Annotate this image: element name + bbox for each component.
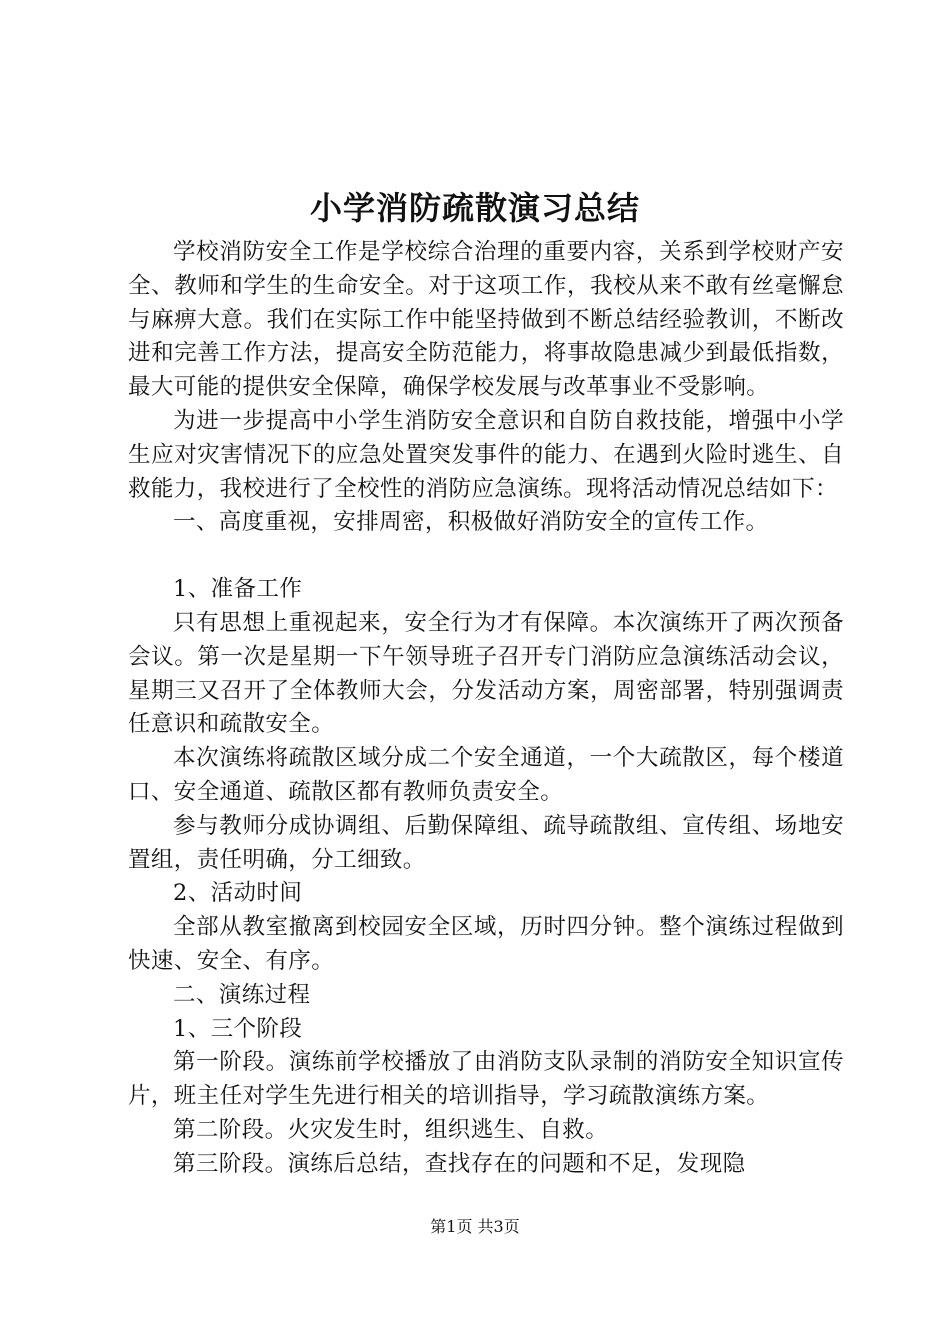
subheading-time: 2、活动时间 [173,880,303,907]
page-number-footer: 第1页 共3页 [430,1217,520,1236]
paragraph-preparation: 只有思想上重视起来，安全行为才有保障。本次演练开了两次预备会议。第一次是星期一下午领导班子召开专门消防应急演练活动会议，星期三又召开了全体教师大会，分发活动方案，周密部署，特别强调责任意识和疏散安全。 [128,609,844,738]
paragraph-intro: 学校消防安全工作是学校综合治理的重要内容，关系到学校财产安全、教师和学生的生命安全。对于这项工作，我校从来不敢有丝毫懈怠与麻痹大意。我们在实际工作中能坚持做到不断总结经验教训，不断改进和完善工作方法，提高安全防范能力，将事故隐患减少到最低指数，最大可能的提供安全保障，确保学校发展与改革事业不受影响。 [128,239,844,401]
paragraph-stage-3: 第三阶段。演练后总结，查找存在的问题和不足，发现隐 [173,1150,746,1177]
subheading-stages: 1、三个阶段 [173,1015,303,1042]
paragraph-stage-2: 第二阶段。火灾发生时，组织逃生、自救。 [173,1116,609,1143]
paragraph-evacuation-zones: 本次演练将疏散区域分成二个安全通道，一个大疏散区，每个楼道口、安全通道、疏散区都有教师负责安全。 [128,745,844,805]
document-title: 小学消防疏散演习总结 [309,189,640,227]
subheading-preparation: 1、准备工作 [173,576,303,603]
section-heading-2: 二、演练过程 [173,981,311,1008]
paragraph-time: 全部从教室撤离到校园安全区域，历时四分钟。整个演练过程做到快速、安全、有序。 [128,914,844,974]
document-body [128,236,844,1182]
paragraph-teacher-groups: 参与教师分成协调组、后勤保障组、疏导疏散组、宣传组、场地安置组，责任明确，分工细致。 [128,812,844,873]
paragraph-purpose: 为进一步提高中小学生消防安全意识和自防自救技能，增强中小学生应对灾害情况下的应急处置突发事件的能力、在遇到火险时逃生、自救能力，我校进行了全校性的消防应急演练。现将活动情况总结如下： [128,407,844,502]
section-heading-1: 一、高度重视，安排周密，积极做好消防安全的宣传工作。 [173,509,769,536]
paragraph-stage-1: 第一阶段。演练前学校播放了由消防支队录制的消防安全知识宣传片，班主任对学生先进行相关的培训指导，学习疏散演练方案。 [128,1049,844,1110]
